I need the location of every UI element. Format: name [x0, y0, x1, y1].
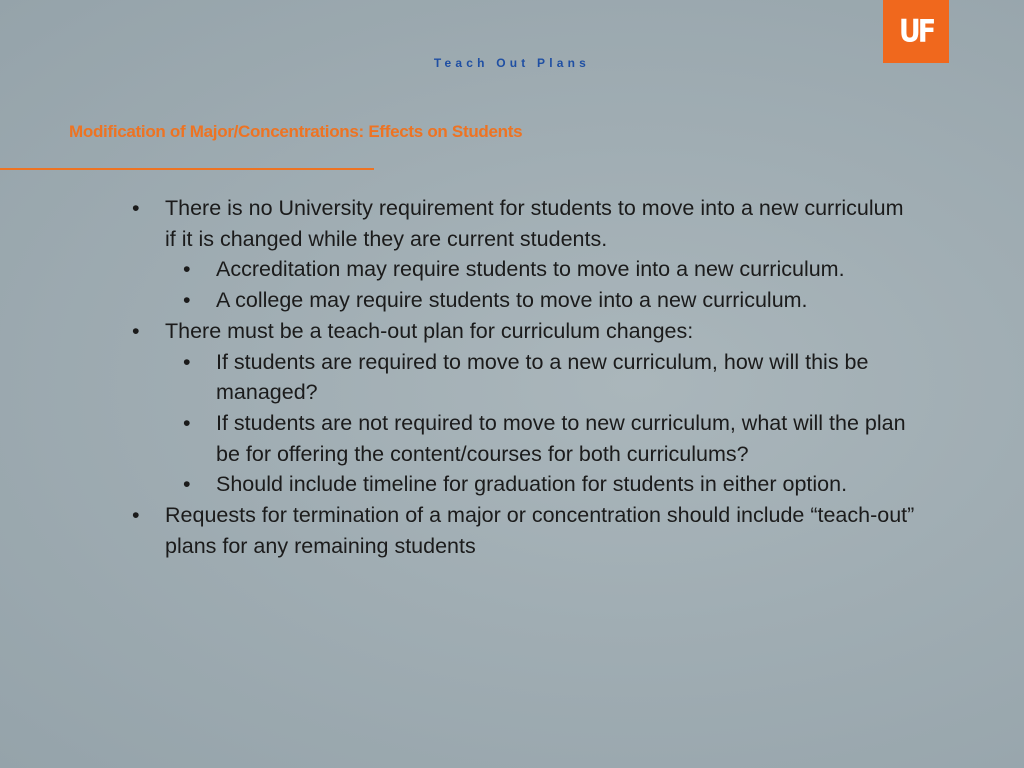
bullet-icon: •: [183, 349, 191, 374]
sub-bullet-text: If students are not required to move to new curriculum, what will the plan be for offering the content/courses for both curriculums?: [216, 410, 906, 466]
title-divider: [0, 168, 374, 170]
uf-logo-text: UF: [898, 13, 934, 50]
sub-bullet-text: Should include timeline for graduation for students in either option.: [216, 472, 848, 497]
bullet-item: [128, 500, 918, 561]
bullet-item: [128, 193, 918, 316]
header-title: Teach Out Plans: [433, 56, 591, 70]
bullet-icon: •: [183, 288, 191, 313]
bullet-icon: •: [132, 503, 140, 528]
bullet-icon: •: [183, 410, 191, 435]
bullet-item: [128, 316, 918, 500]
sub-bullet-item: [165, 347, 918, 408]
sub-bullet-item: [165, 254, 918, 285]
sub-bullet-item: [165, 408, 918, 469]
bullet-text: There must be a teach-out plan for curriculum changes:: [165, 318, 694, 343]
sub-bullet-text: If students are required to move to a new curriculum, how will this be managed?: [216, 349, 869, 405]
uf-logo: [883, 0, 949, 63]
bullet-icon: •: [132, 196, 140, 220]
sub-bullet-item: [165, 285, 918, 316]
bullet-text: There is no University requirement for students to move into a new curriculum if it is changed while they are current students.: [165, 196, 904, 251]
sub-bullet-text: Accreditation may require students to move into a new curriculum.: [216, 257, 845, 282]
sub-bullet-text: A college may require students to move into a new curriculum.: [216, 288, 808, 313]
bullet-icon: •: [132, 318, 140, 343]
bullet-icon: •: [183, 257, 191, 282]
sub-bullet-item: [165, 469, 918, 500]
bullet-list: [128, 193, 918, 561]
bullet-icon: •: [183, 472, 191, 497]
slide-title: Modification of Major/Concentrations: Effects on Students: [69, 122, 523, 141]
bullet-text: Requests for termination of a major or concentration should include “teach-out” plans for any remaining students: [165, 503, 915, 558]
